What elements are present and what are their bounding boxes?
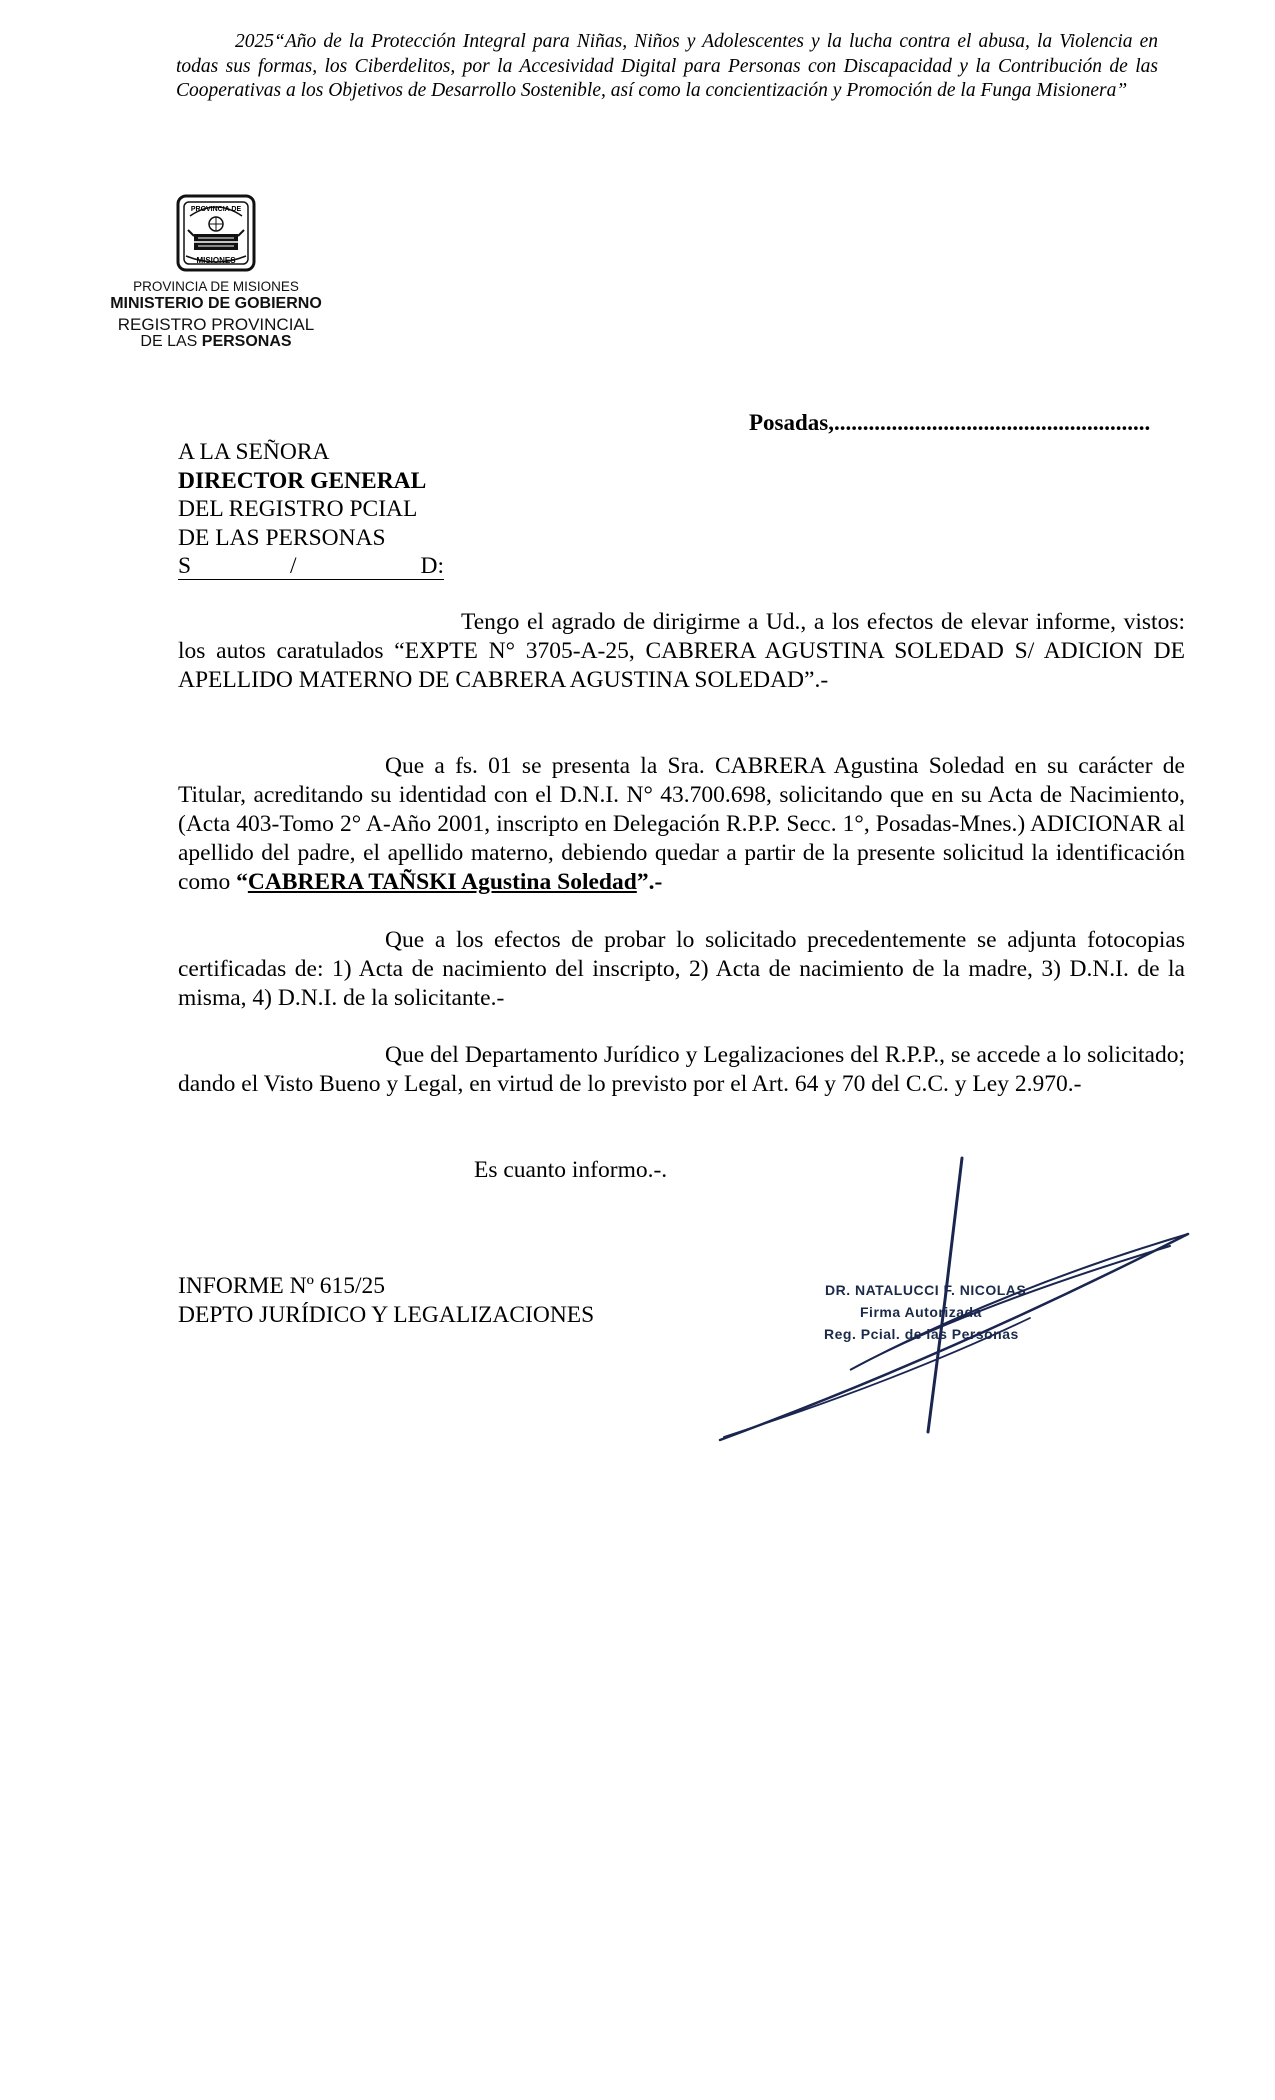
report-number: INFORME Nº 615/25 <box>178 1273 386 1299</box>
department-name: DEPTO JURÍDICO Y LEGALIZACIONES <box>178 1302 595 1328</box>
recipient-line-1: A LA SEÑORA <box>178 439 330 465</box>
header-motto: 2025“Año de la Protección Integral para Niñas, Niños y Adolescentes y la lucha contra el abusa, la Violencia en todas sus formas, los Ciberdelitos, por la Accesividad Digital para Personas con Discapacidad y la Contribución de las Cooperativas a los Objetivos de Desarrollo Sostenible, así como la concientización y Promoción de la Funga Misionera” <box>176 31 1158 101</box>
logo-registry: REGISTRO PROVINCIAL <box>117 315 315 334</box>
logo-province: PROVINCIA DE MISIONES <box>133 279 299 294</box>
institution-logo <box>98 194 334 350</box>
stamp-name: DR. NATALUCCI F. NICOLAS <box>825 1282 1027 1298</box>
recipient-line-4: DE LAS PERSONAS <box>178 524 386 551</box>
recipient-line-3: DEL REGISTRO PCIAL <box>178 496 418 522</box>
signature-stamp <box>700 1150 1220 1450</box>
paragraph-request: Que a fs. 01 se presenta la Sra. CABRERA Agustina Soledad en su carácter de Titular, acreditando su identidad con el D.N.I. N° 43.700.698, solicitando que en su Acta de Nacimiento, (Acta 403-Tomo 2° A-Año 2001, inscripto en Delegación R.P.P. Secc. 1°, Posadas-Mnes.) ADICIONAR al apellido del padre, el apellido materno, debiendo quedar a partir de la presente solicitud la identificación como “CABRERA TAÑSKI Agustina Soledad”.- <box>178 753 1185 895</box>
recipient-block <box>178 438 444 580</box>
logo-registry-persons: DE LAS PERSONAS <box>140 333 292 350</box>
stamp-authorized: Firma Autorizada <box>860 1304 982 1320</box>
closing-text: Es cuanto informo.-. <box>474 1157 668 1183</box>
recipient-line-2: DIRECTOR GENERAL <box>178 467 427 494</box>
seal-text-bottom: MISIONES <box>196 256 236 265</box>
seal-text-top: PROVINCIA DE <box>190 206 242 213</box>
recipient-salutation: S / D: <box>178 553 444 579</box>
logo-ministry: MINISTERIO DE GOBIERNO <box>110 295 322 312</box>
place-date: Posadas,....................................................... <box>749 410 1151 435</box>
stamp-registry: Reg. Pcial. de las Personas <box>824 1326 1019 1342</box>
paragraph-approval: Que del Departamento Jurídico y Legalizaciones del R.P.P., se accede a lo solicitado; dando el Visto Bueno y Legal, en virtud de lo previsto por el Art. 64 y 70 del C.C. y Ley 2.970.- <box>178 1042 1185 1097</box>
report-footer <box>178 1272 594 1330</box>
paragraph-documents: Que a los efectos de probar lo solicitado precedentemente se adjunta fotocopias certificadas de: 1) Acta de nacimiento del inscripto, 2) Acta de nacimiento de la madre, 3) D.N.I. de la misma, 4) D.N.I. de la solicitante.- <box>178 927 1185 1011</box>
handwritten-signature <box>700 1150 1220 1450</box>
province-seal-icon <box>168 194 264 272</box>
paragraph-intro: Tengo el agrado de dirigirme a Ud., a los efectos de elevar informe, vistos: los autos caratulados “EXPTE N° 3705-A-25, CABRERA AGUSTINA SOLEDAD S/ ADICION DE APELLIDO MATERNO DE CABRERA AGUSTINA SOLEDAD”.- <box>178 609 1185 693</box>
requested-name: CABRERA TAÑSKI Agustina Soledad <box>247 869 637 895</box>
